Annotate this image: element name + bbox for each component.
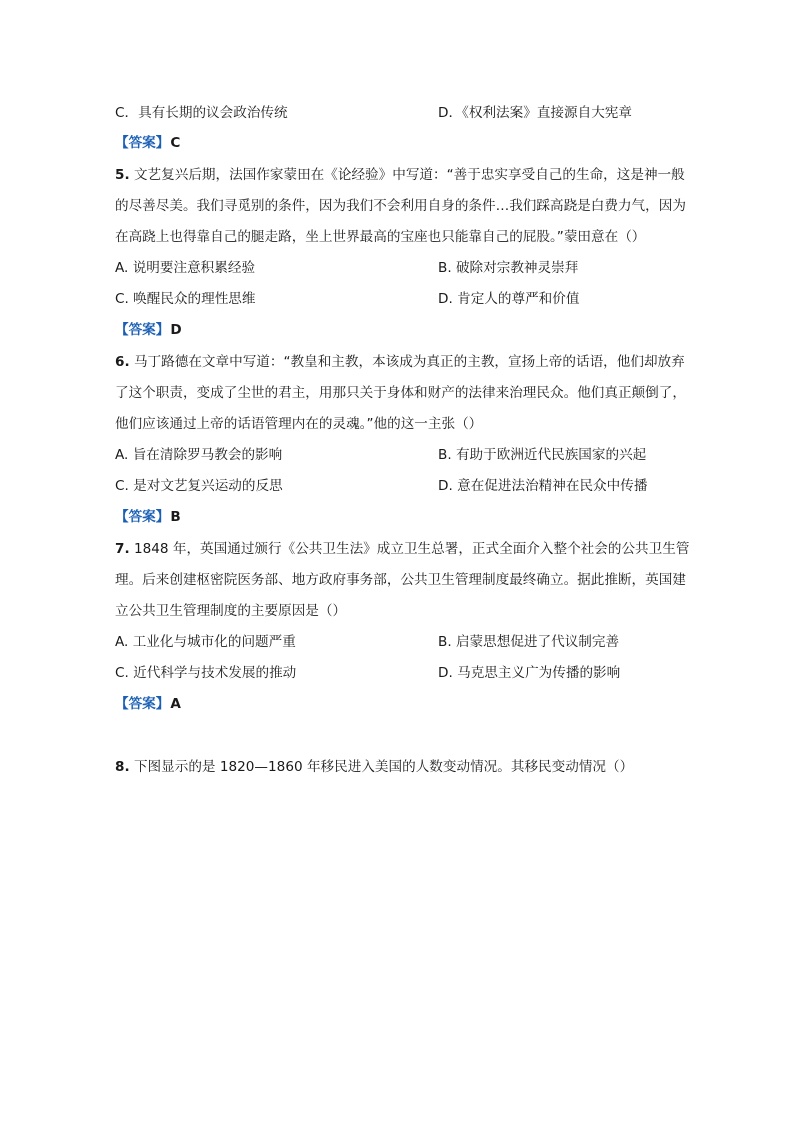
q7-answer <box>115 694 181 714</box>
q4-answer <box>115 133 180 153</box>
q4-option-d: D．《权利法案》直接源自大宪章 <box>438 105 632 121</box>
answer-value: D <box>170 322 182 338</box>
q5-stem-line-3: 在高跷上也得靠自己的腿走路，坐上世界最高的宝座也只能靠自己的屁股。”蒙田意在（） <box>115 229 646 245</box>
q7-option-a: A. 工业化与城市化的问题严重 <box>115 634 296 650</box>
q5-option-a: A. 说明要注意积累经验 <box>115 260 256 276</box>
q4-option-c: C．具有长期的议会政治传统 <box>115 105 288 121</box>
q5-answer <box>115 320 182 340</box>
q6-stem-text-1: 马丁路德在文章中写道：“教皇和主教，本该成为真正的主教，宣扬上帝的话语，他们却放弃 <box>133 354 685 370</box>
q7-option-c: C. 近代科学与技术发展的推动 <box>115 665 297 681</box>
answer-value: A <box>170 696 181 712</box>
q5-option-c: C. 唤醒民众的理性思维 <box>115 291 256 307</box>
q6-option-b: B. 有助于欧洲近代民族国家的兴起 <box>438 447 647 463</box>
q6-option-a: A. 旨在清除罗马教会的影响 <box>115 447 283 463</box>
answer-label: 【答案】 <box>115 322 170 338</box>
q5-stem-text-1: 文艺复兴后期，法国作家蒙田在《论经验》中写道：“善于忠实享受自己的生命，这是神一般 <box>133 167 685 183</box>
q7-stem-text-1: 1848 年，英国通过颁行《公共卫生法》成立卫生总署，正式全面介入整个社会的公共卫生管 <box>133 541 690 557</box>
q7-stem-line-2: 理。后来创建枢密院医务部、地方政府事务部，公共卫生管理制度最终确立。据此推断，英国建 <box>115 572 686 588</box>
q6-answer <box>115 507 181 527</box>
q8-stem-text: 下图显示的是 1820—1860 年移民进入美国的人数变动情况。其移民变动情况（） <box>133 759 634 775</box>
answer-label: 【答案】 <box>115 135 170 151</box>
q7-stem-line-1 <box>115 539 689 559</box>
question-number: 5. <box>115 167 130 183</box>
q6-stem-line-1 <box>115 352 685 372</box>
q8-stem-line-1 <box>115 757 633 777</box>
question-number: 7. <box>115 541 130 557</box>
q5-stem-line-2: 的尽善尽美。我们寻觅别的条件，因为我们不会利用自身的条件…我们踩高跷是白费力气，因为 <box>115 198 686 214</box>
answer-value: B <box>170 509 181 525</box>
q6-option-c: C. 是对文艺复兴运动的反思 <box>115 478 283 494</box>
question-number: 6. <box>115 354 130 370</box>
answer-label: 【答案】 <box>115 509 170 525</box>
q7-option-b: B. 启蒙思想促进了代议制完善 <box>438 634 620 650</box>
q5-option-d: D. 肯定人的尊严和价值 <box>438 291 580 307</box>
q6-option-d: D. 意在促进法治精神在民众中传播 <box>438 478 648 494</box>
answer-value: C <box>170 135 181 151</box>
answer-label: 【答案】 <box>115 696 170 712</box>
q7-stem-line-3: 立公共卫生管理制度的主要原因是（） <box>115 603 347 619</box>
q5-stem-line-1 <box>115 165 685 185</box>
q6-stem-line-3: 他们应该通过上帝的话语管理内在的灵魂。”他的这一主张（） <box>115 416 483 432</box>
q7-option-d: D. 马克思主义广为传播的影响 <box>438 665 621 681</box>
question-number: 8. <box>115 759 130 775</box>
q5-option-b: B. 破除对宗教神灵崇拜 <box>438 260 579 276</box>
q6-stem-line-2: 了这个职责，变成了尘世的君主，用那只关于身体和财产的法律来治理民众。他们真正颠倒了， <box>115 385 686 401</box>
